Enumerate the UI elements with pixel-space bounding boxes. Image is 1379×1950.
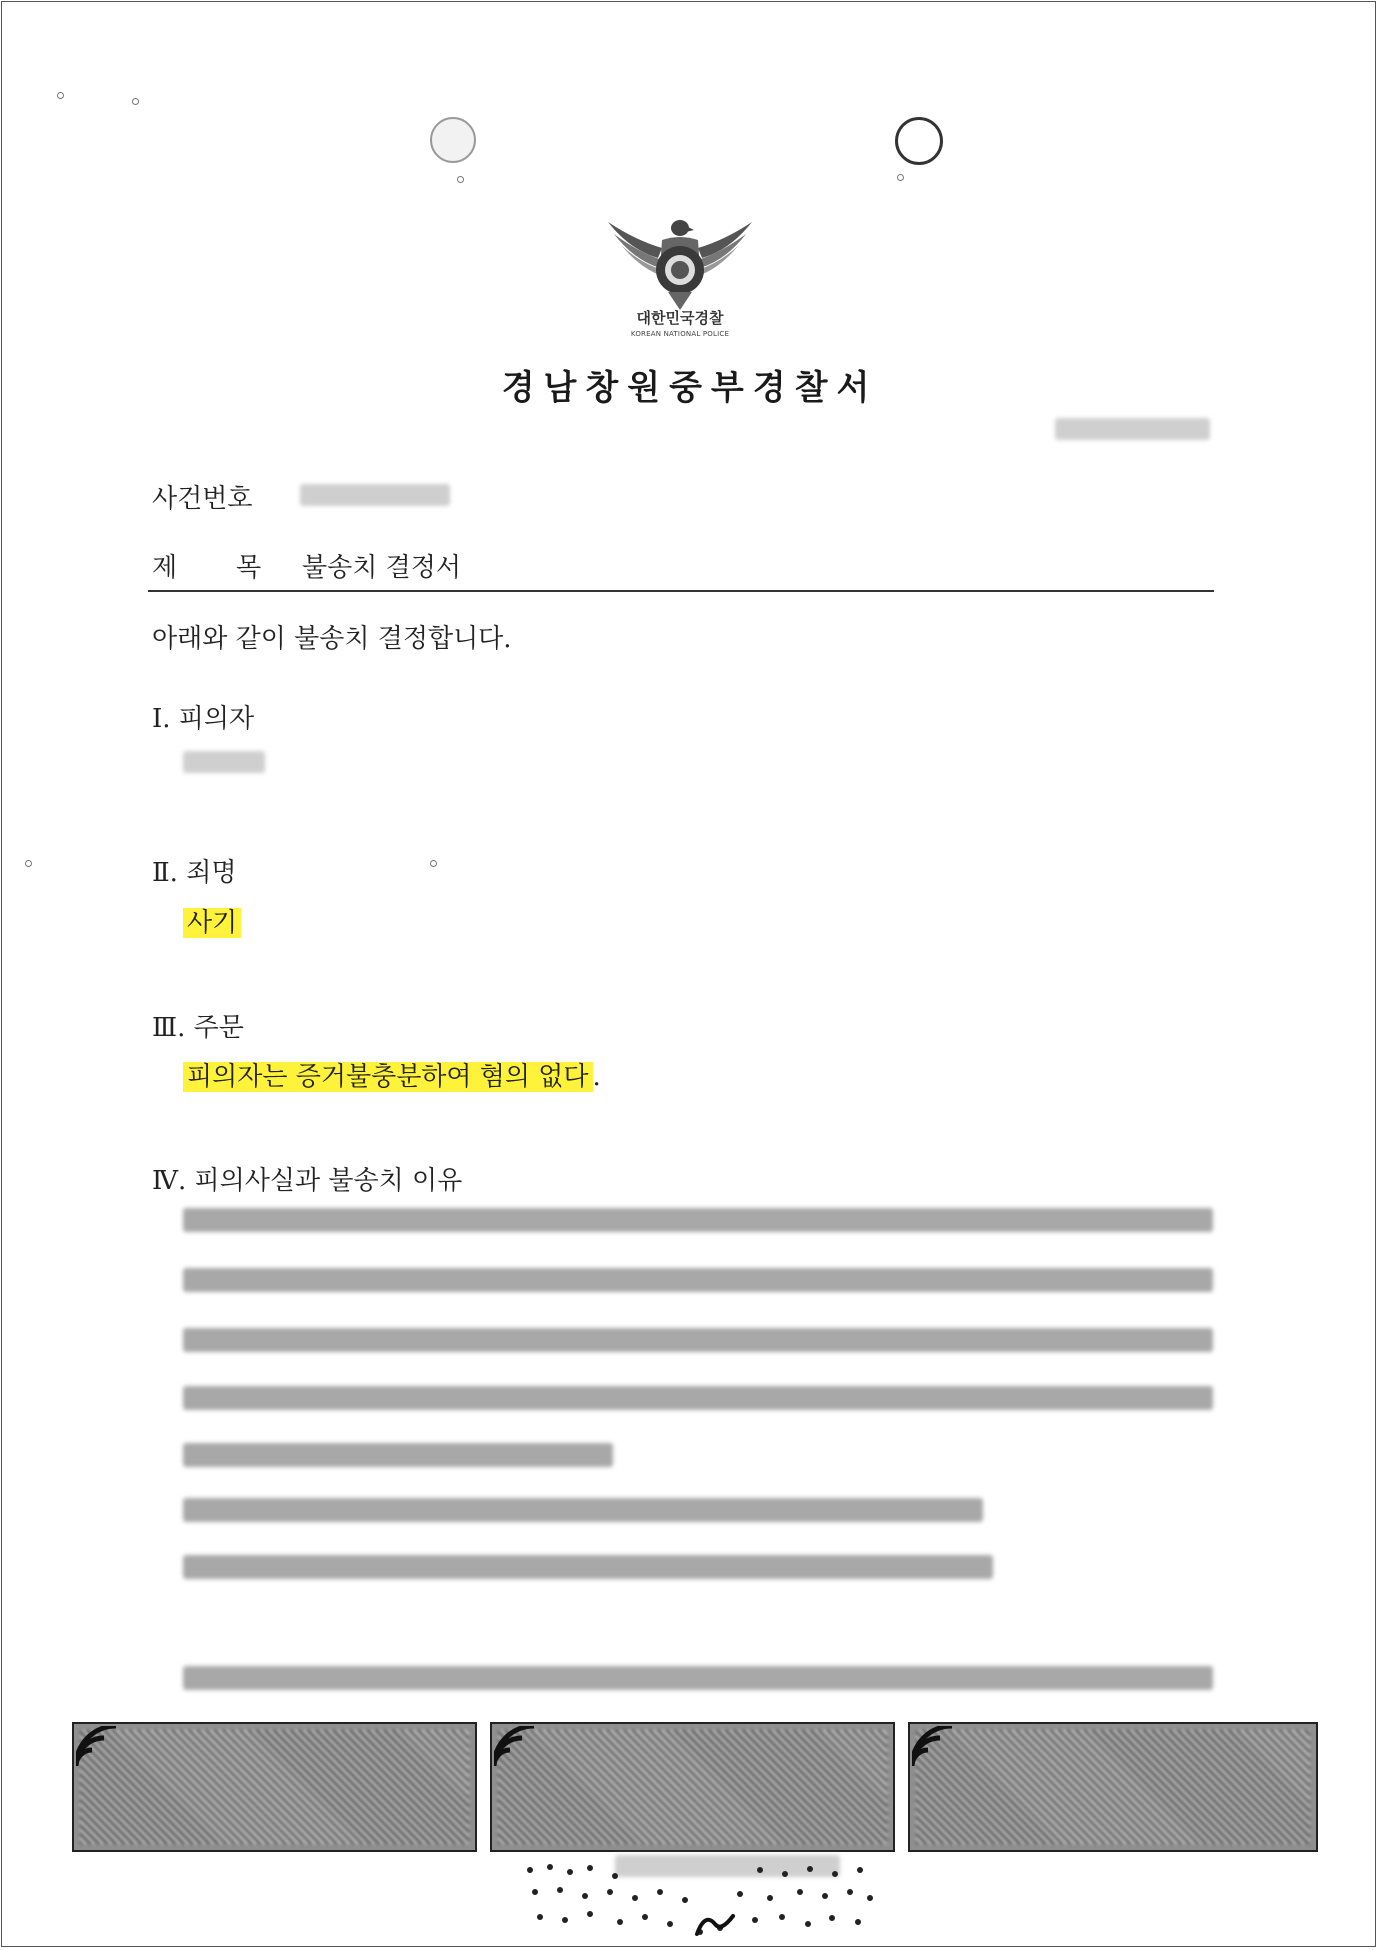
barcode-pattern [916,1730,1310,1844]
barcode-pattern [498,1730,887,1844]
scan-speck [457,176,464,183]
section-heading-suspect: Ⅰ. 피의자 [152,704,255,734]
barcode-corner-icon [494,1726,534,1766]
document-barcode [72,1722,477,1852]
scan-speck [25,860,32,867]
intro-text: 아래와 같이 불송치 결정합니다. [152,624,512,654]
case-number-label: 사건번호 [152,484,253,514]
section-heading-reasons: Ⅳ. 피의사실과 불송치 이유 [152,1166,463,1196]
redacted-paragraph-line [183,1328,1213,1352]
scan-speck [132,98,139,105]
emblem-name-korean: 대한민국경찰 [636,309,724,327]
redacted-paragraph-line [183,1666,1213,1690]
section-heading-order: Ⅲ. 주문 [152,1013,244,1043]
document-barcode [908,1722,1318,1852]
subject-value: 불송치 결정서 [302,553,461,583]
punch-hole-left [430,117,476,163]
signature-mark [695,1908,735,1938]
organization-title: 경남창원중부경찰서 [501,368,879,408]
subject-label-part1: 제 [152,553,178,583]
redacted-date [1055,418,1210,440]
punch-hole-right [895,117,943,165]
redacted-paragraph-line [183,1555,993,1579]
order-highlight: 피의자는 증거불충분하여 혐의 없다 [183,1062,593,1092]
redacted-paragraph-line [183,1268,1213,1292]
scan-speck [897,174,904,181]
redacted-suspect-name [183,751,265,773]
subject-label-part2: 목 [236,553,262,583]
section-heading-charge: Ⅱ. 죄명 [152,858,237,888]
redacted-case-number [300,484,450,506]
barcode-pattern [80,1730,469,1844]
barcode-corner-icon [76,1726,116,1766]
redacted-paragraph-line [183,1498,983,1522]
order-text [183,1056,601,1093]
scan-speck [57,92,64,99]
redacted-paragraph-line [183,1443,613,1467]
header-divider [148,590,1214,592]
barcode-corner-icon [912,1726,952,1766]
charge-value [183,902,241,939]
scan-speck [430,860,437,867]
emblem-name-english: KOREAN NATIONAL POLICE [630,330,730,338]
redacted-paragraph-line [183,1386,1213,1410]
document-barcode [490,1722,895,1852]
redacted-paragraph-line [183,1208,1213,1232]
charge-highlight: 사기 [183,908,241,938]
order-period: . [592,1062,601,1092]
